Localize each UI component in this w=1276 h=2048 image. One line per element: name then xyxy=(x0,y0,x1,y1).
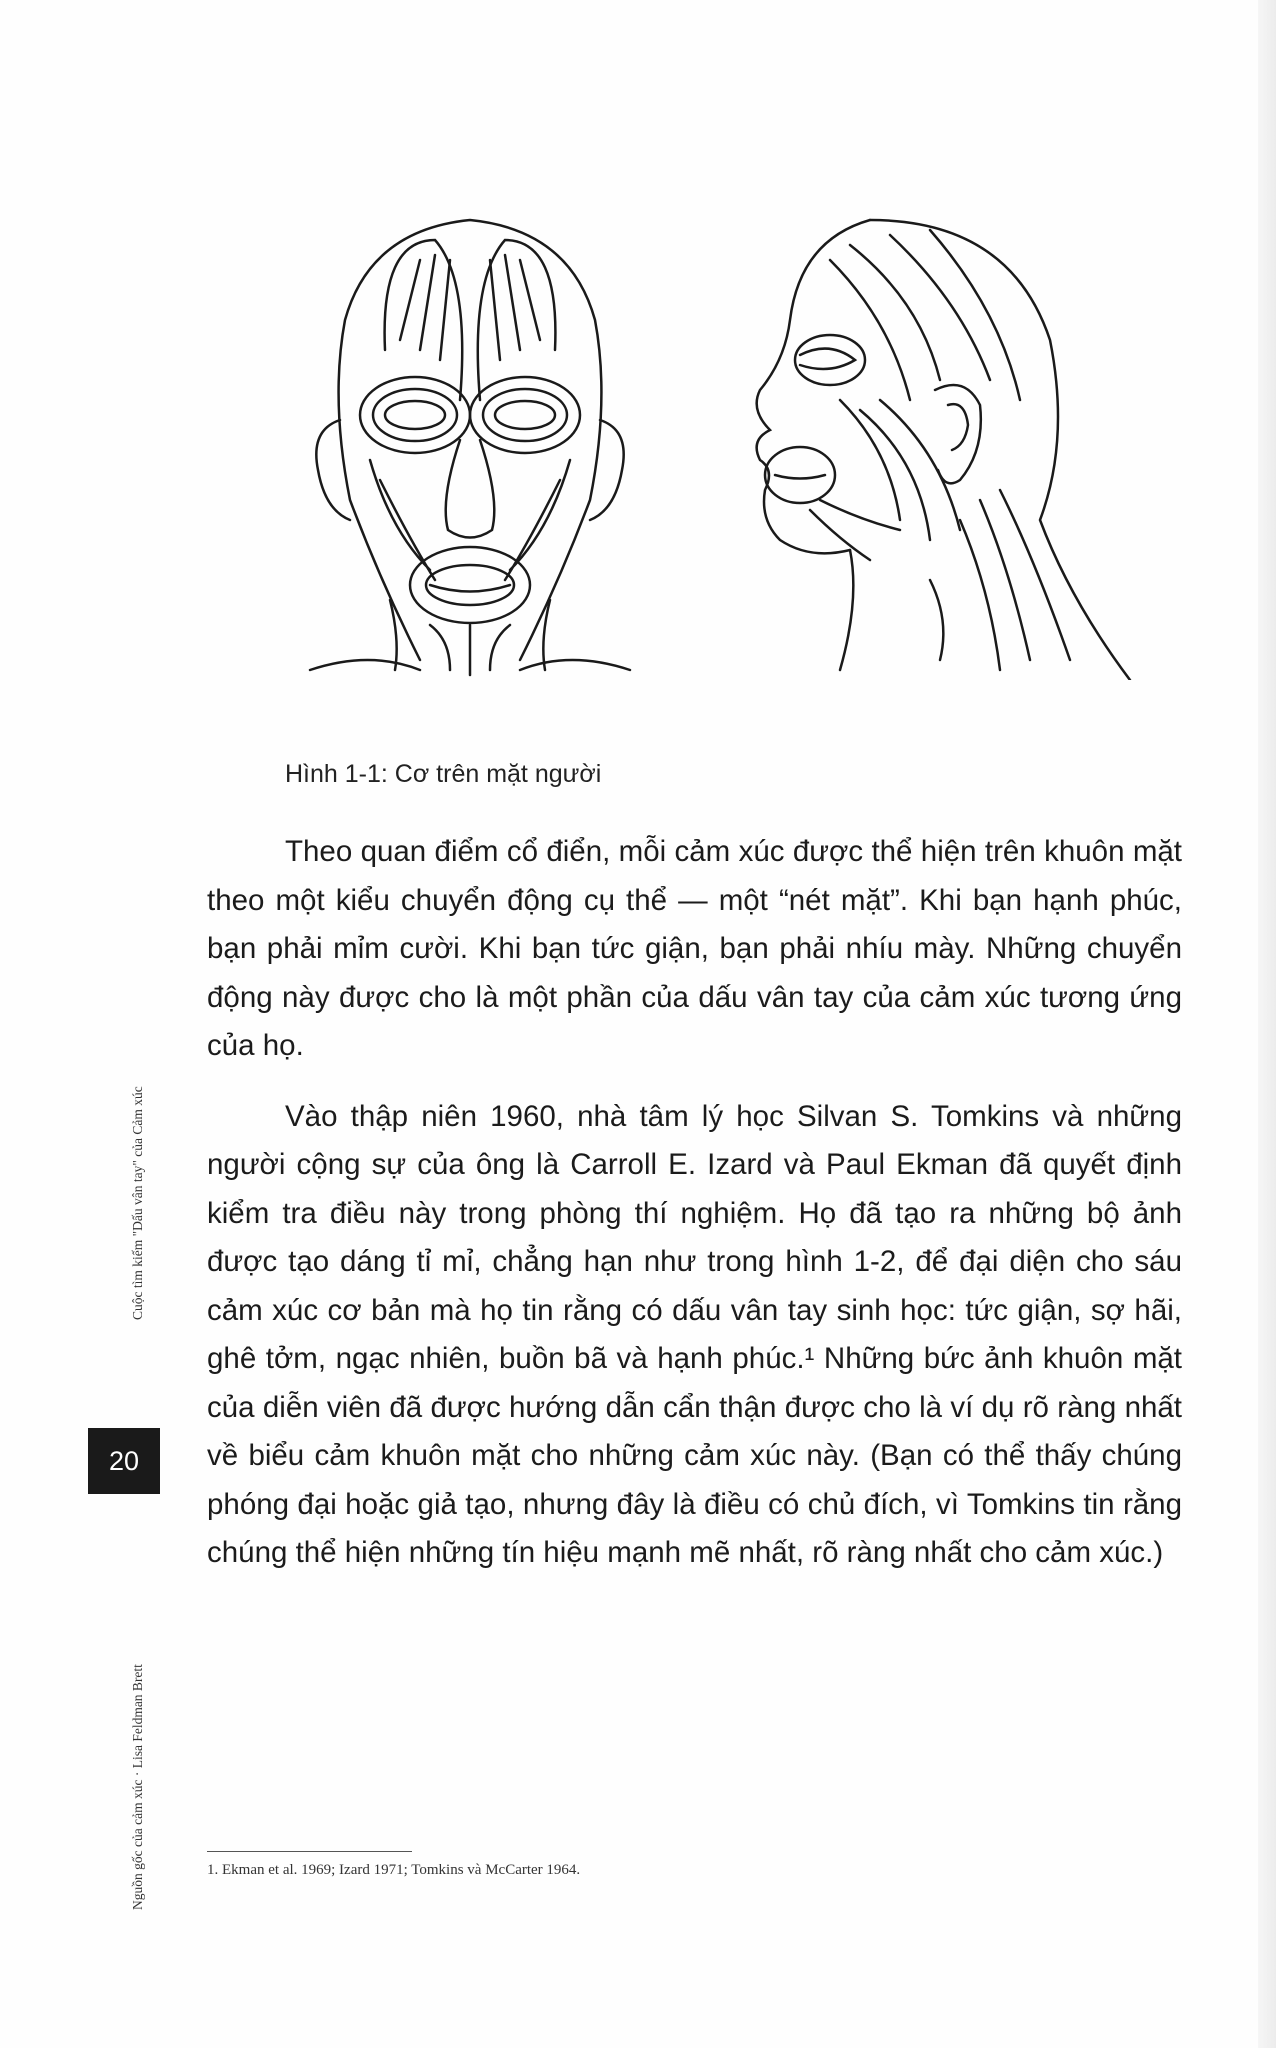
page-number: 20 xyxy=(88,1428,160,1494)
figure-caption: Hình 1-1: Cơ trên mặt người xyxy=(285,760,602,788)
face-front-muscles-illustration xyxy=(310,220,630,675)
paragraph-2: Vào thập niên 1960, nhà tâm lý học Silvan S. Tomkins và những người cộng sự của ông là Carroll E. Izard và Paul Ekman đã quyết định kiểm tra điều này trong phòng thí nghiệm. Họ đã tạo ra những bộ ảnh được tạo dáng tỉ mỉ, chẳng hạn như trong hình 1-2, để đại diện cho sáu cảm xúc cơ bản mà họ tin rằng có dấu vân tay sinh học: tức giận, sợ hãi, ghê tởm, ngạc nhiên, buồn bã và hạnh phúc.¹ Những bức ảnh khuôn mặt của diễn viên đã được hướng dẫn cẩn thận được cho là ví dụ rõ ràng nhất về biểu cảm khuôn mặt cho những cảm xúc này. (Bạn có thể thấy chúng phóng đại hoặc giả tạo, nhưng đây là điều có chủ đích, vì Tomkins tin rằng chúng thể hiện những tín hiệu mạnh mẽ nhất, rõ ràng nhất cho cảm xúc.) xyxy=(207,1099,1182,1569)
running-header-book: Nguồn gốc của cảm xúc · Lisa Feldman Brett xyxy=(130,1664,145,1910)
footnote: 1. Ekman et al. 1969; Izard 1971; Tomkins và McCarter 1964. xyxy=(207,1862,581,1878)
body-text xyxy=(207,828,1182,1578)
page-edge xyxy=(1258,0,1276,2048)
figure-facial-muscles xyxy=(270,200,1150,680)
footnote-rule xyxy=(207,1851,412,1852)
facial-muscles-svg xyxy=(270,200,1150,680)
paragraph-1: Theo quan điểm cổ điển, mỗi cảm xúc được thể hiện trên khuôn mặt theo một kiểu chuyển động cụ thể — một “nét mặt”. Khi bạn hạnh phúc, bạn phải mỉm cười. Khi bạn tức giận, bạn phải nhíu mày. Những chuyển động này được cho là một phần của dấu vân tay của cảm xúc tương ứng của họ. xyxy=(207,835,1182,1062)
running-header-chapter: Cuộc tìm kiếm "Dấu vân tay" của Cảm xúc xyxy=(130,1086,145,1320)
face-profile-muscles-illustration xyxy=(757,220,1130,680)
